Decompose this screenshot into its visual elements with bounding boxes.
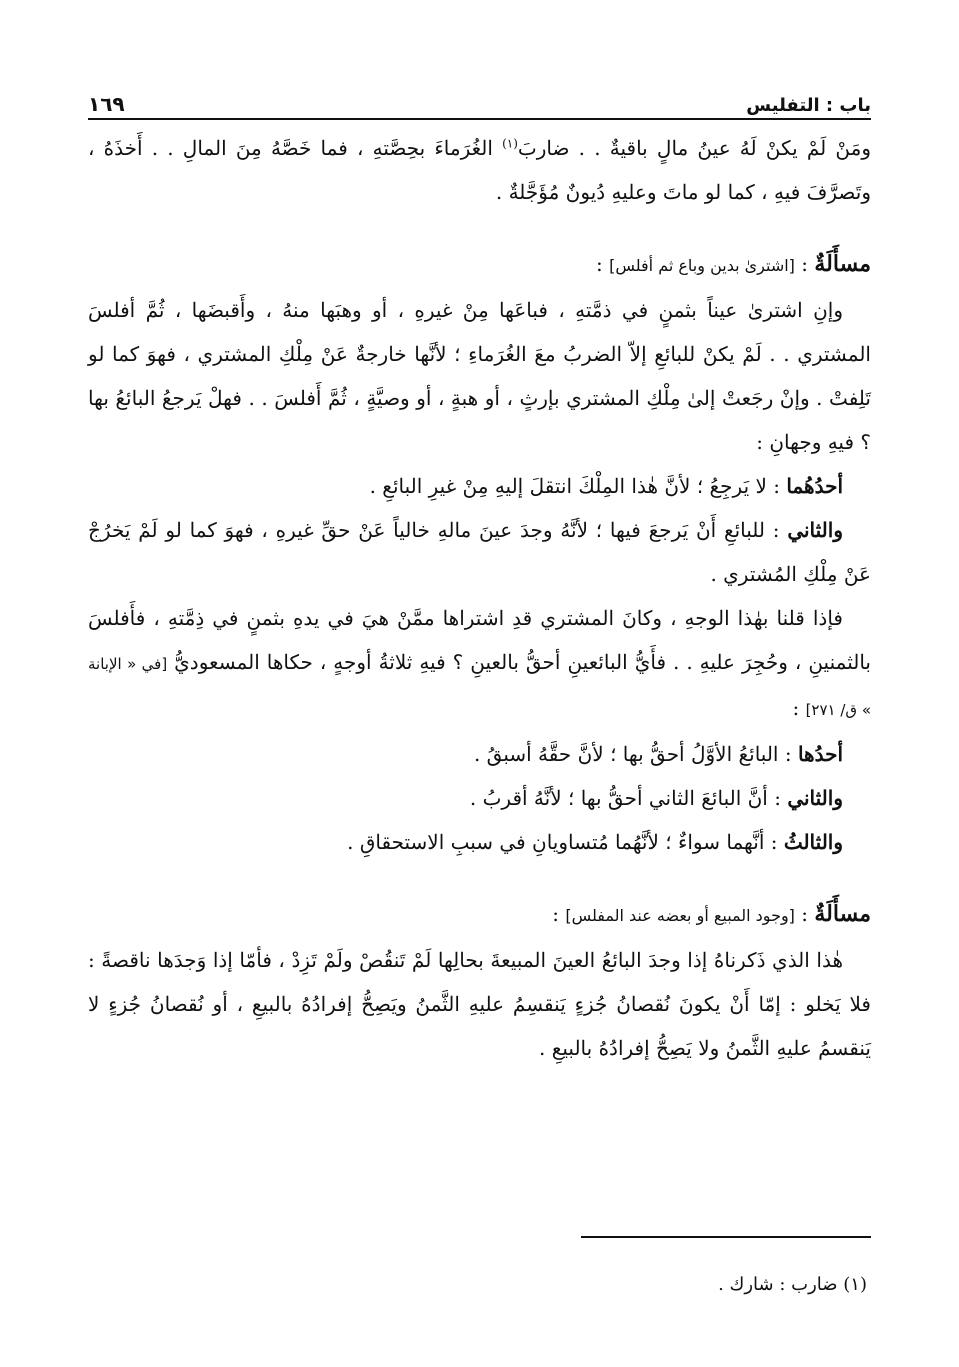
- heading-colon: :: [552, 902, 566, 926]
- page-body: [88, 126, 871, 1070]
- heading-separator: :: [794, 902, 815, 926]
- intro-text-rest: الغُرَماءَ بحِصَّتهِ ، فما خَصَّهُ مِنَ المالِ . . أَخذَهُ ، وتَصرَّفَ فيهِ ، كما لو ماتَ وعليهِ دُيونٌ مُؤَجَّلةٌ .: [88, 136, 871, 204]
- spacer: [88, 864, 871, 892]
- footnote: [718, 1270, 867, 1300]
- option-two-term: والثاني: [787, 786, 843, 810]
- source-reference: [في « الإبانة » ق/ ٢٧١]: [88, 655, 871, 719]
- heading-separator: :: [794, 252, 815, 276]
- section-heading-1: [88, 242, 871, 288]
- masala-label: مسأَلَةٌ: [814, 901, 871, 927]
- opinion-first-text: : لا يَرجِعُ ؛ لأنَّ هٰذا المِلْكَ انتقلَ إليهِ مِنْ غيرِ البائعِ .: [369, 474, 787, 498]
- opinion-first-term: أحدُهُما: [786, 474, 843, 498]
- spacer: [88, 214, 871, 242]
- opinion-second-text: : للبائعِ أَنْ يَرجعَ فيها ؛ لأنَّهُ وجدَ عينَ مالهِ خالياً عَنْ حقِّ غيرهِ ، فهوَ كما لو لَمْ يَخرُجْ عَنْ مِلْكِ المُشتري .: [88, 518, 871, 586]
- section1-paragraph-2: [88, 596, 871, 732]
- section-heading-2: [88, 892, 871, 938]
- footnote-divider: [581, 1236, 871, 1238]
- option-one-text: : البائعُ الأوَّلُ أحقُّ بها ؛ لأنَّ حقَّهُ أسبقُ .: [473, 742, 798, 766]
- footnote-marker: (١): [502, 136, 518, 151]
- para2-text: فإذا قلنا بهٰذا الوجهِ ، وكانَ المشتري قدِ اشتراها ممَّنْ هيَ في يدهِ بثمنٍ في ذِمَّتهِ ، فأَفلسَ بالثمنينِ ، وحُجِرَ عليهِ . . فأَيُّ البائعينِ أحقُّ بالعينِ ؟ فيهِ ثلاثةُ أوجهٍ ، حكاها المسعوديُّ: [88, 606, 871, 674]
- running-header: [88, 84, 871, 120]
- opinion-first: [88, 464, 871, 508]
- intro-paragraph: [88, 126, 871, 214]
- section1-paragraph: وإنِ اشترىٰ عيناً بثمنٍ في ذمَّتهِ ، فباعَها مِنْ غيرهِ ، أو وهبَها منهُ ، وأَقبضَها ، ثُمَّ أفلسَ المشتري . . لَمْ يكنْ للبائعِ إلاّ الضربُ معَ الغُرَماءِ ؛ لأنَّها خارجةٌ عَنْ مِلْكِ المشتري ، فهوَ كما لو تَلِفتْ . وإنْ رجَعتْ إلىٰ مِلْكِ المشتري بإرثٍ ، أو هبةٍ ، أو وصيَّةٍ ، ثُمَّ أَفلسَ . . فهلْ يَرجعُ البائعُ بها ؟ فيهِ وجهانِ :: [88, 298, 871, 454]
- chapter-title: باب : التفليس: [746, 95, 871, 116]
- masala-title: [وجود المبيع أو بعضه عند المفلس]: [565, 906, 795, 925]
- opinion-second-term: والثاني: [787, 518, 843, 542]
- masala-title: [اشترىٰ بدين وباع ثم أفلس]: [609, 256, 795, 275]
- option-three-text: : أنَّهما سواءٌ ؛ لأنَّهُما مُتساويانِ في سببِ الاستحقاقِ .: [347, 830, 784, 854]
- para2-end: :: [792, 696, 806, 720]
- option-three: [88, 820, 871, 864]
- section2-paragraph: هٰذا الذي ذَكرناهُ إذا وجدَ البائعُ العينَ المبيعةَ بحالِها لَمْ تَنقُصْ ولَمْ تَزِدْ ، فأمّا إذا وَجدَها ناقصةً : فلا يَخلو : إمّا أَنْ يكونَ نُقصانُ جُزءٍ يَنقسِمُ عليهِ الثَّمنُ ويَصِحُّ إفرادُهُ بالبيعِ ، أو نُقصانُ جُزءٍ لا يَنقسمُ عليهِ الثَّمنُ ولا يَصِحُّ إفرادُهُ بالبيعِ .: [88, 948, 871, 1060]
- masala-label: مسأَلَةٌ: [814, 251, 871, 277]
- option-two: [88, 776, 871, 820]
- footnote-text: ضارب : شارك .: [718, 1274, 838, 1295]
- page-number: ١٦٩: [88, 92, 125, 116]
- option-three-term: والثالثُ: [783, 830, 843, 854]
- heading-colon: :: [595, 252, 610, 276]
- intro-text: ومَنْ لَمْ يكنْ لَهُ عينُ مالٍ باقيةٌ . . ضاربَ: [517, 136, 872, 160]
- option-two-text: : أنَّ البائعَ الثاني أحقُّ بها ؛ لأنَّهُ أقربُ .: [469, 786, 788, 810]
- opinion-second: [88, 508, 871, 596]
- option-one-term: أحدُها: [797, 742, 843, 766]
- option-one: [88, 732, 871, 776]
- footnote-number: (١): [843, 1274, 867, 1295]
